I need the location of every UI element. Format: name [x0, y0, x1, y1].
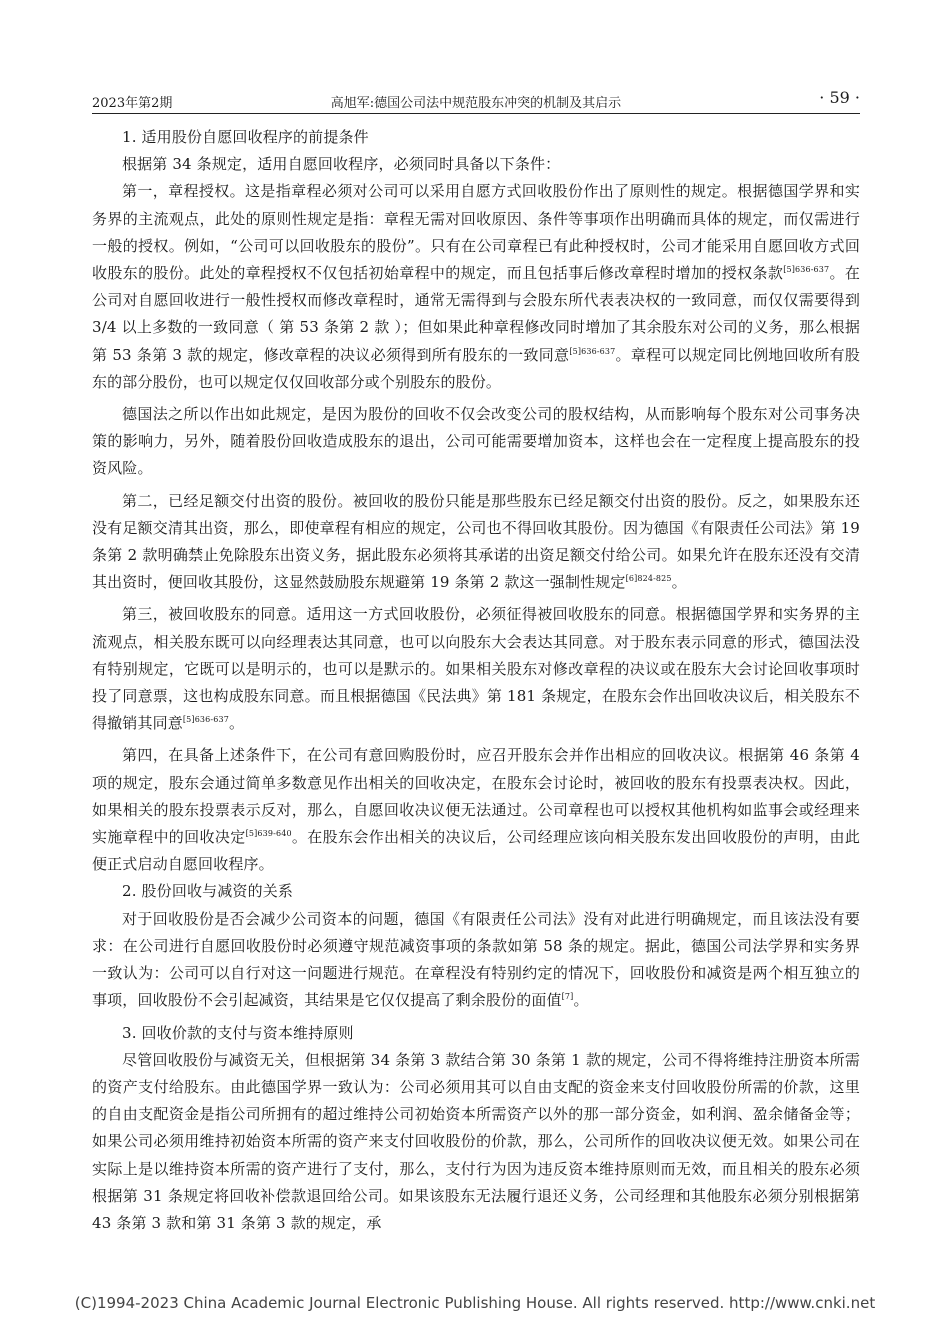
section-heading-3: 3. 回收价款的支付与资本维持原则 [122, 1023, 354, 1042]
paragraph-intro: 根据第 34 条规定，适用自愿回收程序，必须同时具备以下条件： [122, 155, 561, 174]
citation: [5]636-637 [569, 346, 616, 356]
citation: [6]824-825 [625, 574, 672, 584]
paragraph-capital-reduction: 对于回收股份是否会减少公司资本的问题，德国《有限责任公司法》没有对此进行明确规定，而且该法没有要求：在公司进行自愿回收股份时必须遵守规范减资事项的条款如第 58 条的规定。据此，德国公司法学界和实务界一致认为：公司可以自行对这一问题进行规范。在章程没有特别约定的情况下，回收股份和减资是两个相互独立的事项，回收股份不会引起减资，其结果是它仅仅提高了剩余股份的面值[7]。 [92, 909, 860, 1010]
paragraph-condition-1: 第一，章程授权。这是指章程必须对公司可以采用自愿方式回收股份作出了原则性的规定。根据德国学界和实务界的主流观点，此处的原则性规定是指：章程无需对回收原因、条件等事项作出明确而具体的规定，而仅需进行一般的授权。例如，“公司可以回收股东的股份”。只有在公司章程已有此种授权时，公司才能采用自愿回收方式回收股东的股份。此处的章程授权不仅包括初始章程中的规定，而且包括事后修改章程时增加的授权条款$^{[5]636-637}$。在公司对自愿回收进行一般性授权而修改章程时，通常无需得到与会股东所代表表决权的一致同意，而仅仅需要得到 3/4 以上多数的一致同意（ 第 53 条第 2 款 ）；但如果此种章程修改同时增加了其余股东对公司的义务，那么根据第 53 条第 3 款的规定，修改章程的决议必须得到所有股东的一致同意$^{[5]636-637}$。章程可以规定同比例地回收所有股东的部分股份，也可以规定仅仅回收部分或个别股东的股份。 [92, 182, 860, 391]
citation: [5]639-640 [245, 829, 292, 839]
citation: [5]636-637 [783, 265, 830, 275]
paragraph-capital-maintenance: 尽管回收股份与减资无关，但根据第 34 条第 3 款结合第 30 条第 1 款的规定，公司不得将维持注册资本所需的资产支付给股东。由此德国学界一致认为：公司必须用其可以自由支配的资金来支付回收股份所需的价款，这里的自由支配资金是指公司所拥有的超过维持公司初始资本所需资产以外的那一部分资金，如利润、盈余储备金等；如果公司必须用维持初始资本所需的资产来支付回收股份的价款，那么，公司所作的回收决议便无效。如果公司在实际上是以维持资本所需的资产进行了支付，那么，支付行为因为违反资本维持原则而无效，而且相关的股东必须根据第 31 条规定将回收补偿款退回给公司。如果该股东无法履行退还义务，公司经理和其他股东必须分别根据第 43 条第 3 款和第 31 条第 3 款的规定，承 [92, 1050, 860, 1232]
paragraph-german-law: 德国法之所以作出如此规定，是因为股份的回收不仅会改变公司的股权结构，从而影响每个股东对公司事务决策的影响力，另外，随着股份回收造成股东的退出，公司可能需要增加资本，这样也会在一定程度上提高股东的投资风险。 [92, 405, 860, 478]
header-rule [92, 113, 860, 114]
journal-issue: 2023年第2期 [92, 96, 173, 111]
article-body [92, 124, 860, 1237]
page-number: · 59 · [819, 88, 860, 107]
citation: [7] [561, 992, 574, 1002]
citation: [5]636-637 [182, 715, 229, 725]
running-header [92, 88, 860, 116]
paragraph-condition-4: 第四，在具备上述条件下，在公司有意回购股份时，应召开股东会并作出相应的回收决议。根据第 46 条第 4 项的规定，股东会通过简单多数意见作出相关的回收决定，在股东会讨论时，被回收的股东有投票表决权。因此，如果相关的股东投票表示反对，那么，自愿回收决议便无法通过。公司章程也可以授权其他机构如监事会或经理来实施章程中的回收决定$^{[5]639-640}$。在股东会作出相关的决议后，公司经理应该向相关股东发出回收股份的声明，由此便正式启动自愿回收程序。 [92, 746, 860, 874]
copyright-footer: (C)1994-2023 China Academic Journal Electronic Publishing House. All rights reserved. http://www.cnki.net [74, 1294, 876, 1312]
running-title: 高旭军:德国公司法中规范股东冲突的机制及其启示 [330, 96, 622, 111]
paragraph-condition-2: 第二，已经足额交付出资的股份。被回收的股份只能是那些股东已经足额交付出资的股份。反之，如果股东还没有足额交清其出资，那么，即使章程有相应的规定，公司也不得回收其股份。因为德国《有限责任公司法》第 19 条第 2 款明确禁止免除股东出资义务，据此股东必须将其承诺的出资足额交付给公司。如果允许在股东还没有交清其出资时，便回收其股份，这显然鼓励股东规避第 19 条第 2 款这一强制性规定$^{[6]824-825}$。 [92, 491, 860, 592]
section-heading-2: 2. 股份回收与减资的关系 [122, 882, 294, 901]
section-heading-1: 1. 适用股份自愿回收程序的前提条件 [122, 128, 369, 146]
paragraph-condition-3: 第三，被回收股东的同意。适用这一方式回收股份，必须征得被回收股东的同意。根据德国学界和实务界的主流观点，相关股东既可以向经理表达其同意，也可以向股东大会表达其同意。对于股东表示同意的形式，德国法没有特别规定，它既可以是明示的，也可以是默示的。如果相关股东对修改章程的决议或在股东大会讨论回收事项时投了同意票，这也构成股东同意。而且根据德国《民法典》第 181 条规定，在股东会作出回收决议后，相关股东不得撤销其同意$^{[5]636-637}$。 [92, 605, 860, 733]
